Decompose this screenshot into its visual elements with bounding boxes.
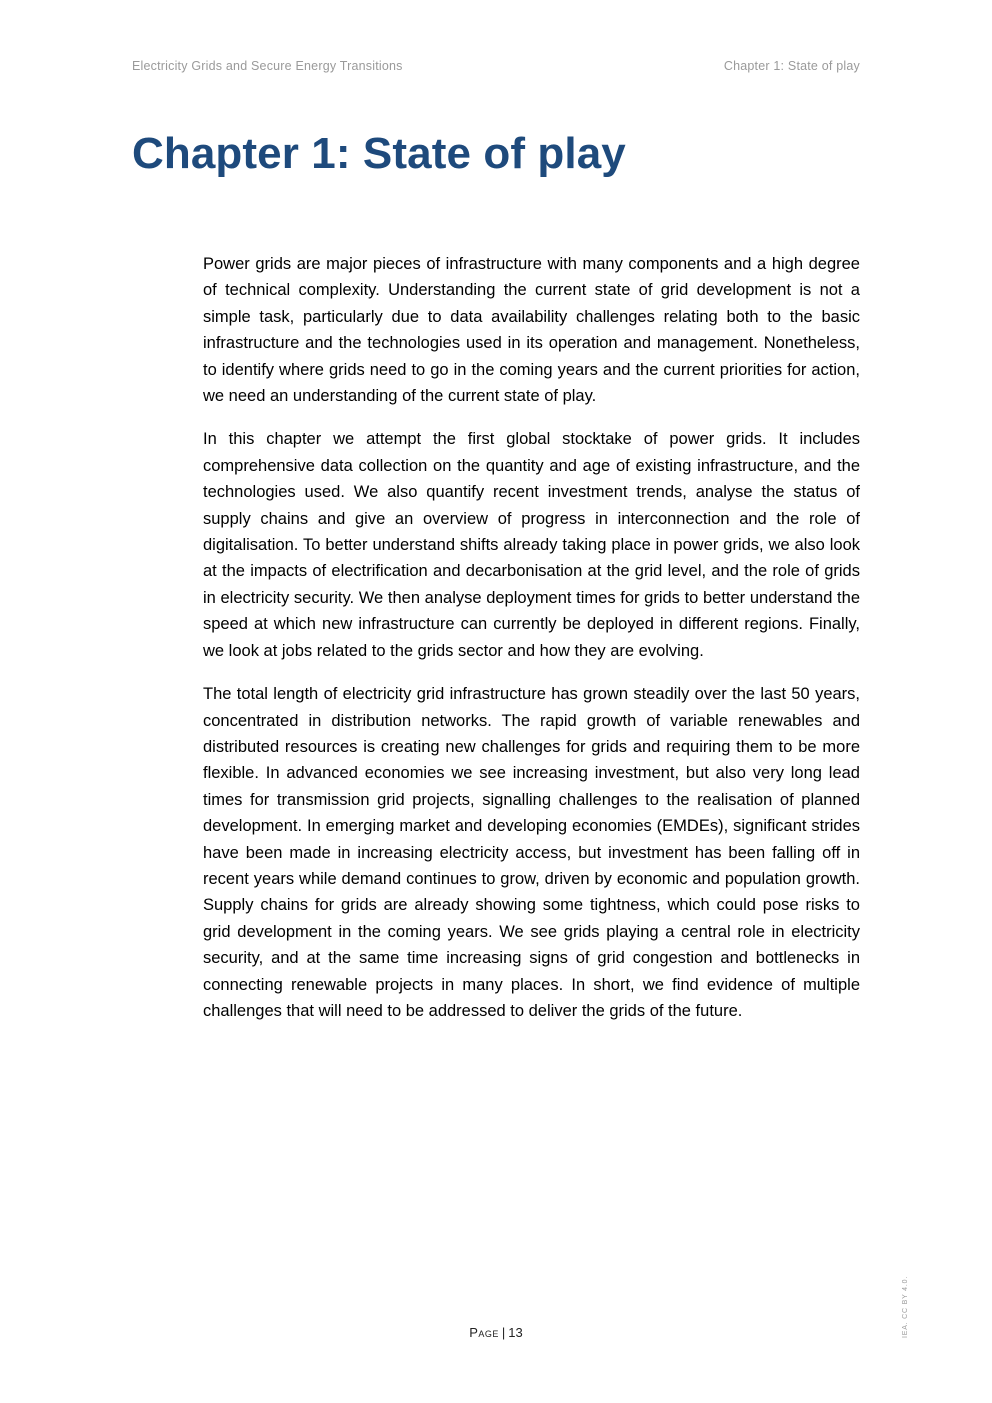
body-text <box>203 251 860 1041</box>
paragraph-chapter-scope: In this chapter we attempt the first global stocktake of power grids. It includes comprehensive data collection on the quantity and age of existing infrastructure, and the technologies used. We also quantify recent investment trends, analyse the status of supply chains and give an overview of progress in interconnection and the role of digitalisation. To better understand shifts already taking place in power grids, we also look at the impacts of electrification and decarbonisation at the grid level, and the role of grids in electricity security. We then analyse deployment times for grids to better understand the speed at which new infrastructure can currently be deployed in different regions. Finally, we look at jobs related to the grids sector and how they are evolving. <box>203 430 860 660</box>
page-label: Page <box>469 1325 499 1340</box>
paragraph-summary: The total length of electricity grid infrastructure has grown steadily over the last 50 years, concentrated in distribution networks. The rapid growth of variable renewables and distributed resources is creating new challenges for grids and requiring them to be more flexible. In advanced economies we see increasing investment, but also very long lead times for transmission grid projects, signalling challenges to the realisation of planned development. In emerging market and developing economies (EMDEs), significant strides have been made in increasing electricity access, but investment has been falling off in recent years while demand continues to grow, driven by economic and population growth. Supply chains for grids are already showing some tightness, which could pose risks to grid development in the coming years. We see grids playing a central role in electricity security, and at the same time increasing signs of grid congestion and bottlenecks in connecting renewable projects in many places. In short, we find evidence of multiple challenges that will need to be addressed to deliver the grids of the future. <box>203 685 860 1020</box>
page-number: 13 <box>508 1325 523 1340</box>
page-separator: | <box>501 1325 506 1340</box>
header-document-title: Electricity Grids and Secure Energy Transitions <box>132 59 403 73</box>
running-header <box>132 59 860 77</box>
chapter-title: Chapter 1: State of play <box>132 129 626 178</box>
header-chapter-title: Chapter 1: State of play <box>723 59 860 73</box>
paragraph-intro: Power grids are major pieces of infrastructure with many components and a high degree of technical complexity. Understanding the current state of grid development is not a simple task, particularly due to data availability challenges relating both to the basic infrastructure and the technologies used in its operation and management. Nonetheless, to identify where grids need to go in the coming years and the current priorities for action, we need an understanding of the current state of play. <box>203 255 860 406</box>
license-note: IEA. CC BY 4.0. <box>902 1275 909 1338</box>
page-footer <box>0 1325 992 1340</box>
